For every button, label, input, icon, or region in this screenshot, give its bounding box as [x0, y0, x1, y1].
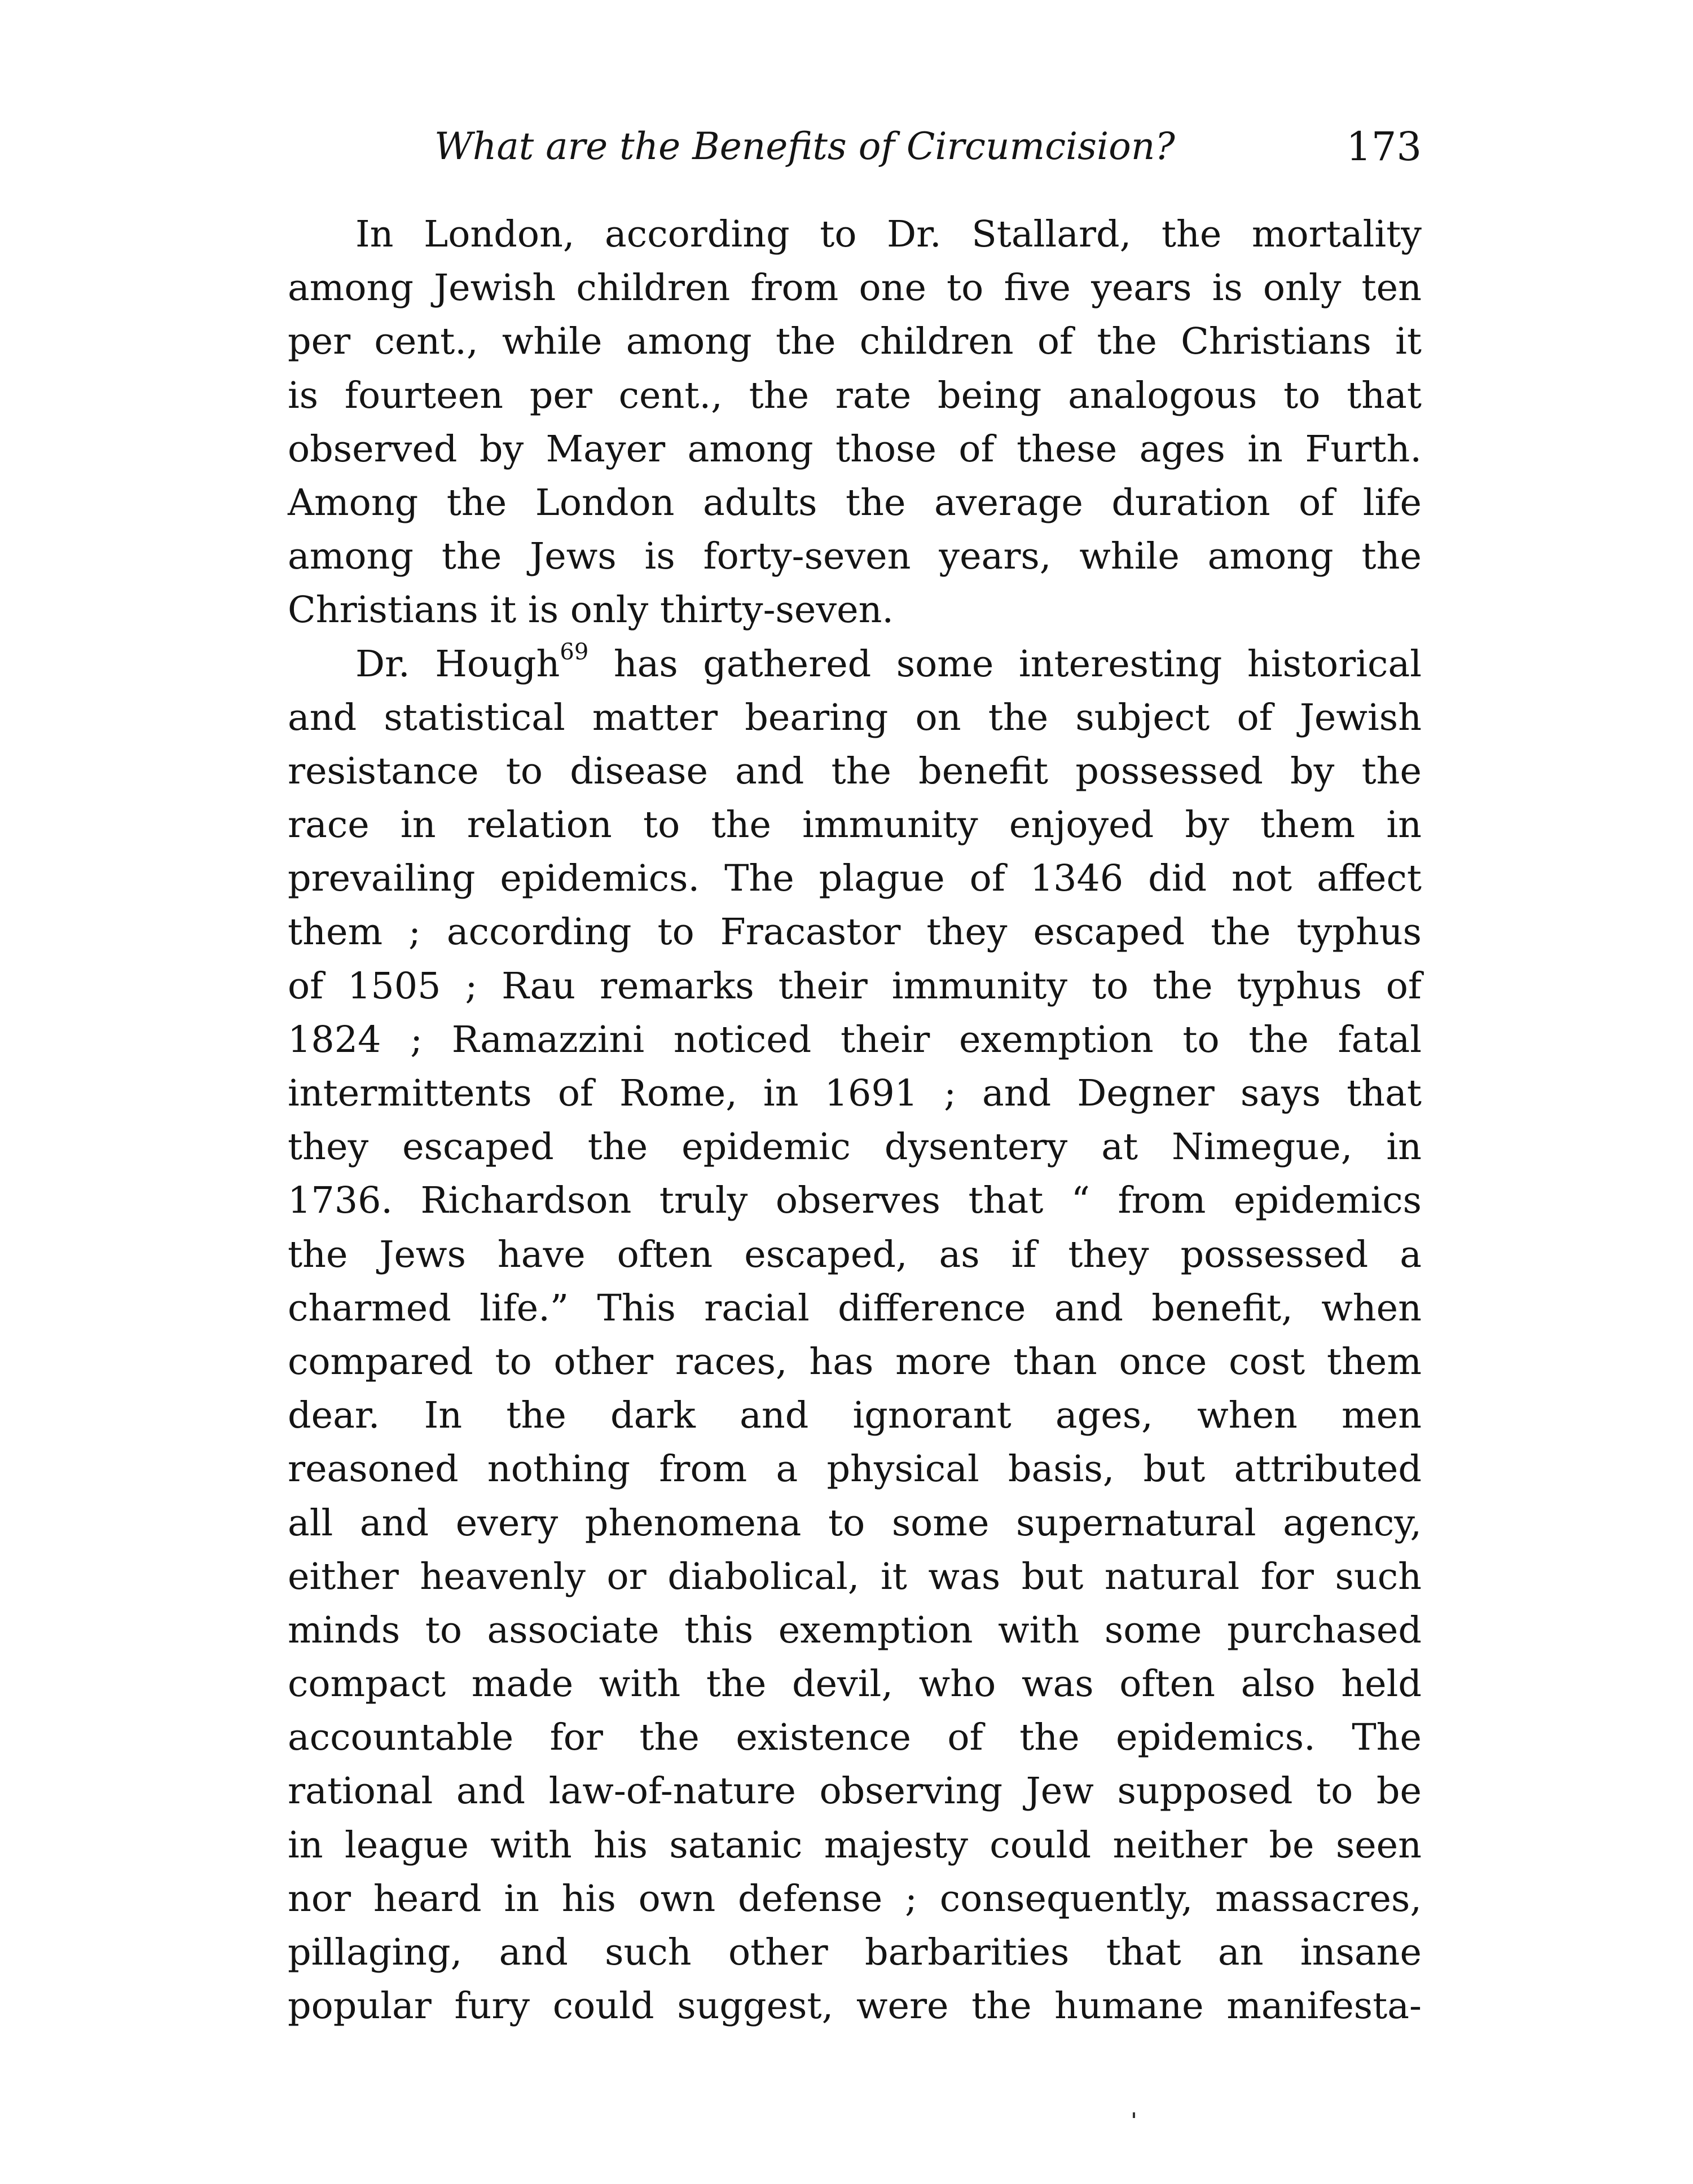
ink-speck: [1133, 2112, 1135, 2118]
running-title: What are the Benefits of Circumcision?: [434, 125, 1175, 168]
paragraph-london-mortality: [288, 208, 1422, 637]
text-line: compact made with the devil, who was often also held: [288, 1663, 1422, 1706]
text-line: In London, according to Dr. Stallard, the mortality: [355, 213, 1422, 256]
text-line-first: [288, 637, 1422, 691]
text-line: reasoned nothing from a physical basis, but attributed: [288, 1448, 1422, 1491]
text-line: nor heard in his own defense ; consequently, massacres,: [288, 1877, 1422, 1920]
text-line: accountable for the existence of the epidemics. The: [288, 1716, 1422, 1759]
text-line: race in relation to the immunity enjoyed by them in: [288, 804, 1422, 847]
text-line: dear. In the dark and ignorant ages, when men: [288, 1394, 1422, 1437]
text-line: and statistical matter bearing on the subject of Jewish: [288, 696, 1422, 739]
text-line: rational and law-of-nature observing Jew supposed to be: [288, 1770, 1422, 1813]
text-line: in league with his satanic majesty could neither be seen: [288, 1824, 1422, 1866]
text-line: popular fury could suggest, were the humane manifesta-: [288, 1985, 1422, 2028]
text-line: they escaped the epidemic dysentery at Nimegue, in: [288, 1126, 1422, 1169]
body-text: [288, 208, 1422, 2033]
text-line: them ; according to Fracastor they escaped the typhus: [288, 911, 1422, 954]
text-line: minds to associate this exemption with some purchased: [288, 1609, 1422, 1652]
text-line: observed by Mayer among those of these ages in Furth.: [288, 428, 1422, 470]
text-line: is fourteen per cent., the rate being analogous to that: [288, 374, 1422, 417]
text-line: compared to other races, has more than once cost them: [288, 1340, 1422, 1383]
running-head: [434, 116, 1422, 178]
text-line: 1736. Richardson truly observes that “ from epidemics: [288, 1179, 1422, 1222]
text-line: the Jews have often escaped, as if they possessed a: [288, 1233, 1422, 1276]
page-number: 173: [1346, 124, 1422, 170]
text-line: prevailing epidemics. The plague of 1346 did not affect: [288, 857, 1422, 900]
text-line: Christians it is only thirty-seven.: [288, 589, 894, 632]
text-line: either heavenly or diabolical, it was but natural for such: [288, 1555, 1422, 1598]
footnote-reference: 69: [560, 639, 589, 665]
text-line: Among the London adults the average duration of life: [288, 481, 1422, 524]
text-line: intermittents of Rome, in 1691 ; and Degner says that: [288, 1072, 1422, 1115]
text-line: of 1505 ; Rau remarks their immunity to the typhus of: [288, 965, 1422, 1007]
text-line: charmed life.” This racial difference and benefit, when: [288, 1287, 1422, 1329]
text-line: pillaging, and such other barbarities that an insane: [288, 1931, 1422, 1974]
text-line: among the Jews is forty-seven years, while among the: [288, 535, 1422, 578]
text-line: resistance to disease and the benefit possessed by the: [288, 750, 1422, 792]
text-line: among Jewish children from one to five years is only ten: [288, 267, 1422, 310]
text-line: all and every phenomena to some supernatural agency,: [288, 1501, 1422, 1544]
text-segment: Dr. Hough: [355, 642, 560, 685]
text-segment: has gathered some interesting historical: [588, 642, 1422, 685]
paragraph-hough-epidemics: [288, 637, 1422, 2033]
text-line: 1824 ; Ramazzini noticed their exemption to the fatal: [288, 1018, 1422, 1061]
text-line: per cent., while among the children of the Christians it: [288, 320, 1422, 363]
